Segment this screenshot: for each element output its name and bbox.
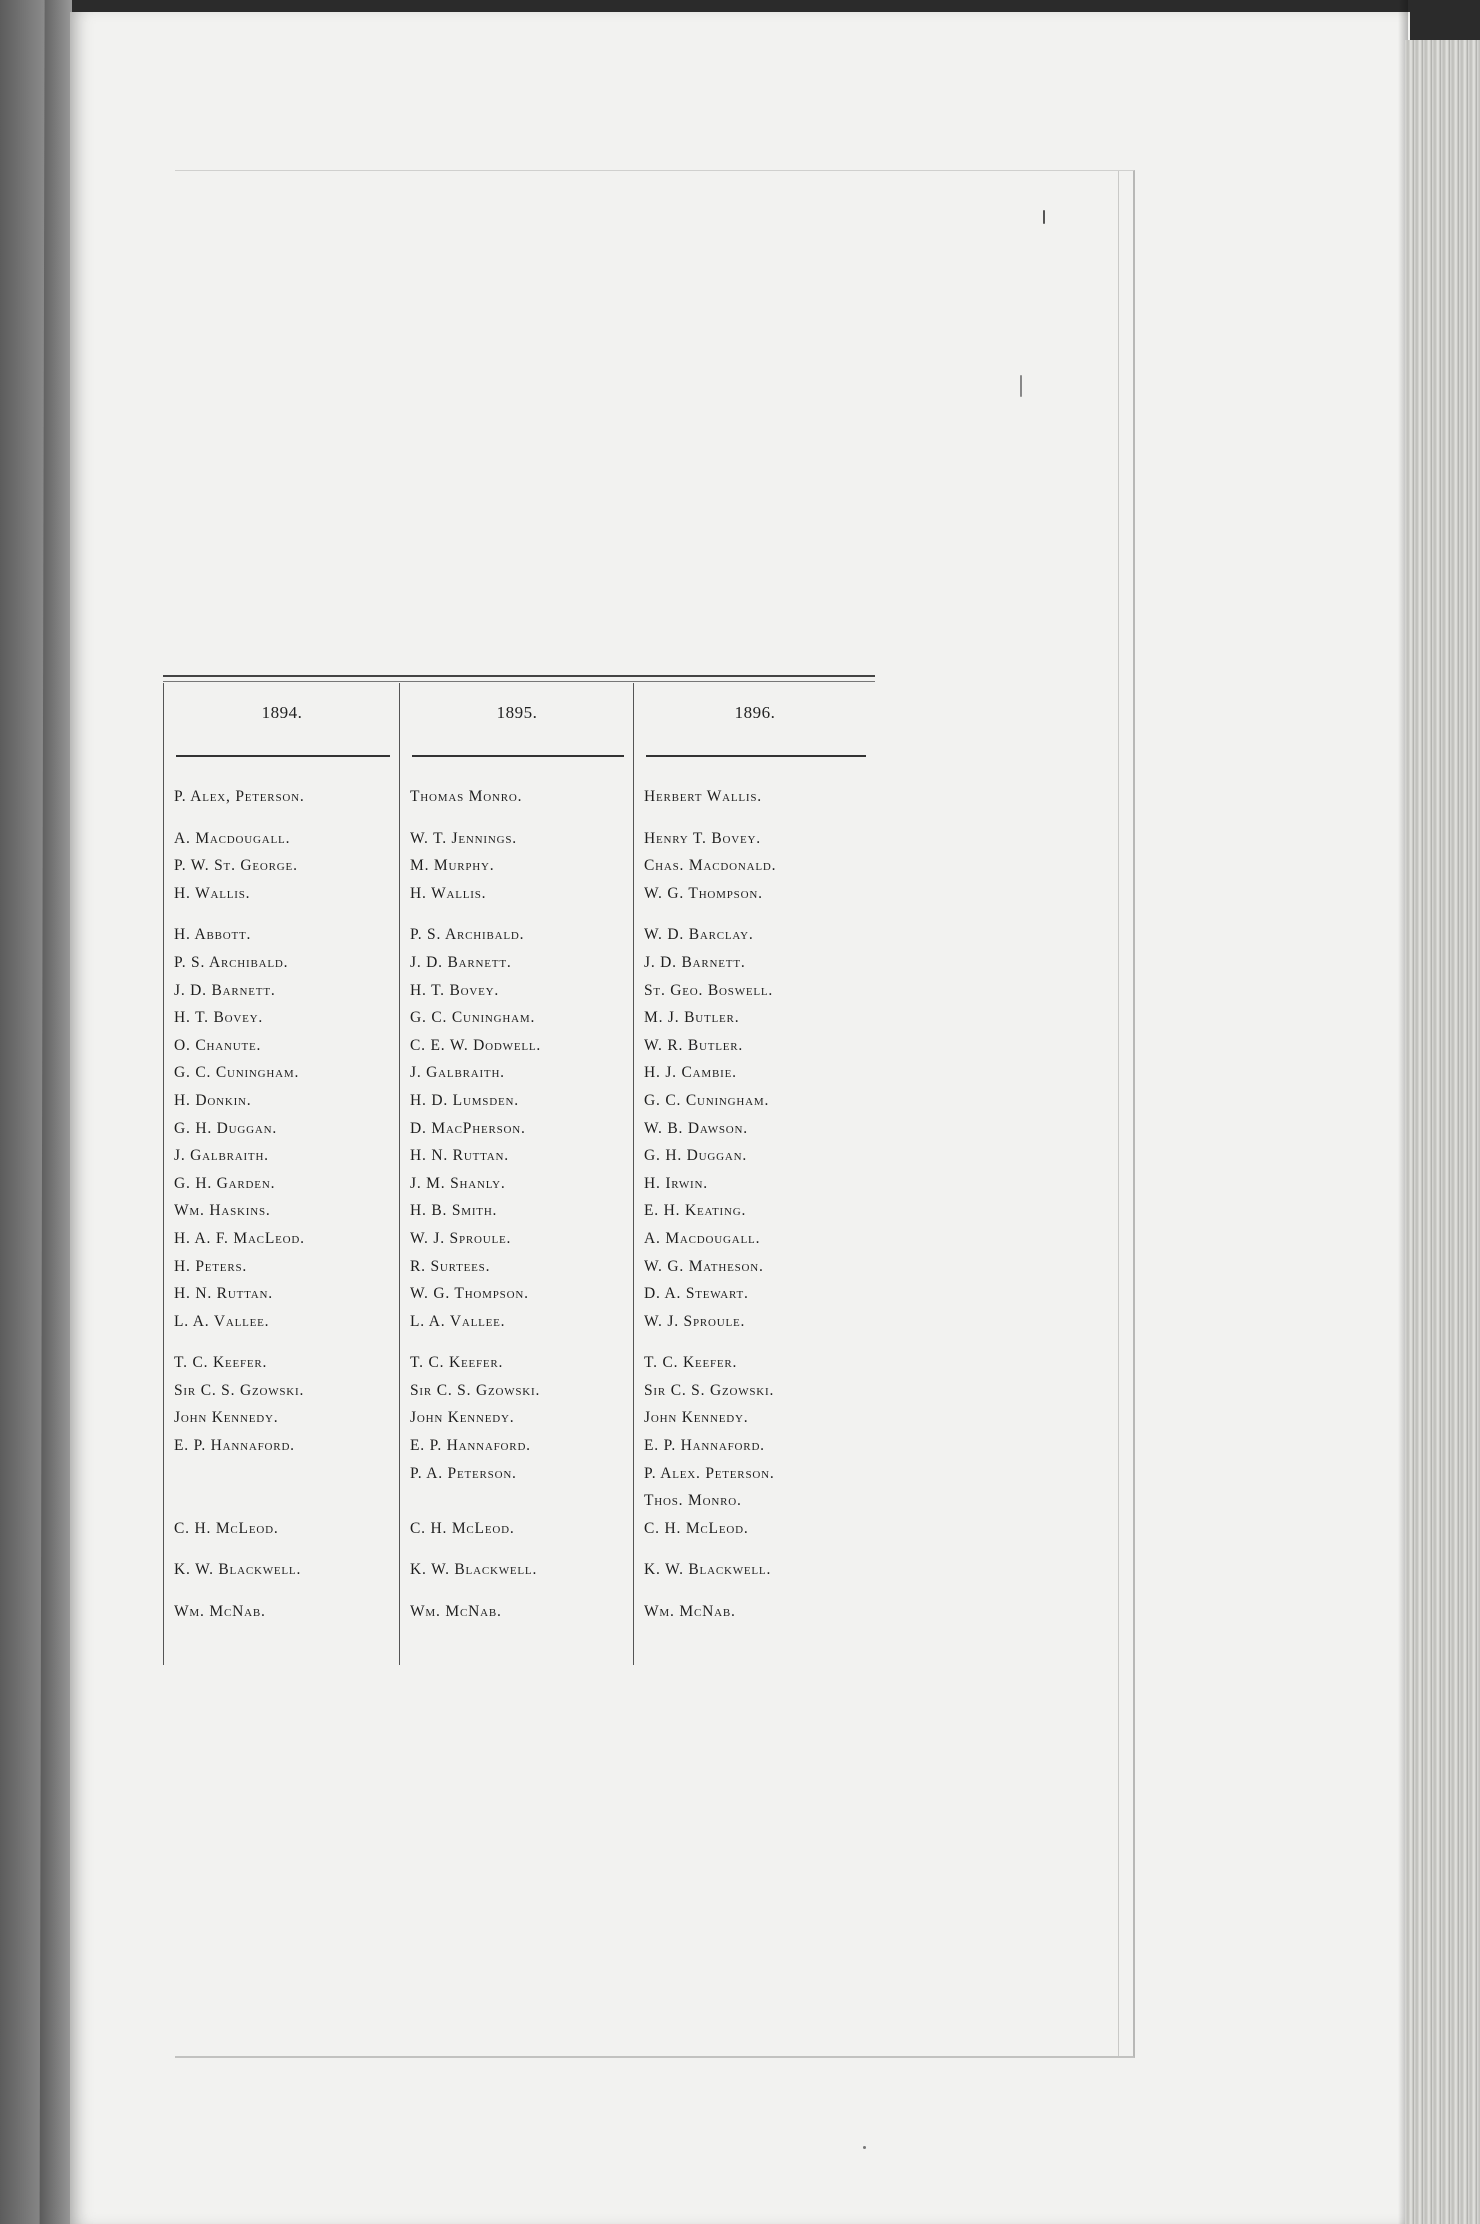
officer-name: H. Abbott. — [174, 926, 252, 944]
column-year-heading: 1896. — [734, 703, 776, 722]
table-top-rule — [163, 675, 875, 682]
group-gap — [174, 1335, 400, 1349]
officer-name: K. W. Blackwell. — [644, 1561, 772, 1579]
officer-name: K. W. Blackwell. — [174, 1561, 302, 1579]
names-list — [644, 783, 876, 1626]
officer-name: H. D. Lumsden. — [410, 1091, 519, 1109]
officer-name: W. J. Sproule. — [410, 1229, 512, 1247]
book-page-edges — [1405, 40, 1480, 2224]
officer-name: J. D. Barnett. — [174, 981, 276, 999]
officer-name: L. A. Vallee. — [174, 1312, 270, 1330]
officer-name: Wm. Haskins. — [174, 1202, 271, 1220]
blank-row — [174, 1460, 400, 1488]
officer-name: Wm. McNab. — [644, 1603, 736, 1621]
officer-name: J. Galbraith. — [174, 1147, 269, 1165]
officer-name: C. H. McLeod. — [644, 1519, 749, 1537]
officer-name: W. B. Dawson. — [644, 1119, 748, 1137]
officer-name: D. MacPherson. — [410, 1119, 526, 1137]
officer-name: L. A. Vallee. — [410, 1312, 506, 1330]
group-gap — [174, 811, 400, 825]
officer-name: G. C. Cuningham. — [410, 1009, 536, 1027]
inset-inner-rule — [1118, 171, 1119, 2056]
officer-name: Thos. Monro. — [644, 1492, 742, 1510]
names-list — [174, 783, 400, 1626]
officer-name: W. D. Barclay. — [644, 926, 754, 944]
officer-name: T. C. Keefer. — [410, 1354, 504, 1372]
officer-name: W. G. Matheson. — [644, 1257, 764, 1275]
heading-rule — [176, 755, 390, 757]
column-year-heading: 1894. — [261, 703, 303, 722]
officer-name: Henry T. Bovey. — [644, 829, 761, 847]
officer-name: H. Irwin. — [644, 1174, 708, 1192]
specks — [863, 2146, 866, 2149]
officer-name: G. C. Cuningham. — [644, 1091, 770, 1109]
group-gap — [644, 1584, 876, 1598]
officer-name: P. S. Archibald. — [174, 953, 289, 971]
officer-name: St. Geo. Boswell. — [644, 981, 774, 999]
group-gap — [644, 1542, 876, 1556]
officer-name: E. P. Hannaford. — [174, 1437, 295, 1455]
officer-name: Thomas Monro. — [410, 788, 523, 805]
officer-name: T. C. Keefer. — [644, 1354, 738, 1372]
column-1896 — [633, 683, 876, 1665]
officer-name: E. H. Keating. — [644, 1202, 747, 1220]
officer-name: M. Murphy. — [410, 857, 495, 875]
officer-name: H. Donkin. — [174, 1091, 252, 1109]
column-1895 — [399, 683, 634, 1665]
group-gap — [410, 1542, 634, 1556]
column-year-heading: 1895. — [496, 703, 538, 722]
officer-name: John Kennedy. — [410, 1409, 515, 1427]
group-gap — [644, 1335, 876, 1349]
column-1894 — [163, 683, 400, 1665]
group-gap — [174, 1542, 400, 1556]
blank-row — [174, 1487, 400, 1515]
officer-name: Wm. McNab. — [174, 1603, 266, 1621]
officer-name: D. A. Stewart. — [644, 1285, 749, 1303]
group-gap — [410, 811, 634, 825]
group-gap — [410, 1584, 634, 1598]
officer-name: Sir C. S. Gzowski. — [410, 1381, 541, 1399]
officer-name: H. Wallis. — [410, 884, 487, 902]
officer-name: W. J. Sproule. — [644, 1312, 746, 1330]
officer-name: H. Peters. — [174, 1257, 248, 1275]
group-gap — [174, 1584, 400, 1598]
officer-name: H. B. Smith. — [410, 1202, 498, 1220]
officer-name: J. D. Barnett. — [644, 953, 746, 971]
officer-name: P. W. St. George. — [174, 857, 298, 875]
officer-name: H. T. Bovey. — [174, 1009, 264, 1027]
officer-name: P. S. Archibald. — [410, 926, 525, 944]
officer-name: R. Surtees. — [410, 1257, 491, 1275]
officer-name: J. M. Shanly. — [410, 1174, 506, 1192]
officer-name: M. J. Butler. — [644, 1009, 740, 1027]
officer-name: John Kennedy. — [174, 1409, 279, 1427]
group-gap — [174, 907, 400, 921]
officer-name: C. E. W. Dodwell. — [410, 1036, 542, 1054]
heading-rule — [646, 755, 866, 757]
officer-name: E. P. Hannaford. — [644, 1437, 765, 1455]
officer-name: P. Alex, Peterson. — [174, 788, 305, 805]
officer-name: H. N. Ruttan. — [410, 1147, 509, 1165]
officer-name: Wm. McNab. — [410, 1603, 502, 1621]
officer-name: Herbert Wallis. — [644, 788, 762, 805]
officer-name: W. G. Thompson. — [644, 884, 763, 902]
officer-name: Sir C. S. Gzowski. — [644, 1381, 775, 1399]
officer-name: John Kennedy. — [644, 1409, 749, 1427]
officer-name: O. Chanute. — [174, 1036, 262, 1054]
group-gap — [410, 907, 634, 921]
officer-name: G. H. Duggan. — [644, 1147, 748, 1165]
officer-name: E. P. Hannaford. — [410, 1437, 531, 1455]
officer-name: A. Macdougall. — [174, 829, 291, 847]
officer-name: H. Wallis. — [174, 884, 251, 902]
officer-name: W. T. Jennings. — [410, 829, 517, 847]
group-gap — [410, 1335, 634, 1349]
officer-name: W. R. Butler. — [644, 1036, 744, 1054]
officer-name: H. N. Ruttan. — [174, 1285, 273, 1303]
officer-name: P. Alex. Peterson. — [644, 1464, 775, 1482]
officer-name: H. J. Cambie. — [644, 1064, 737, 1082]
officer-name: G. C. Cuningham. — [174, 1064, 300, 1082]
specks — [1043, 210, 1045, 224]
officer-name: G. H. Garden. — [174, 1174, 276, 1192]
group-gap — [644, 907, 876, 921]
officer-name: W. G. Thompson. — [410, 1285, 529, 1303]
officers-table — [163, 675, 875, 1665]
officer-name: T. C. Keefer. — [174, 1354, 268, 1372]
heading-rule — [412, 755, 624, 757]
officer-name: H. A. F. MacLeod. — [174, 1229, 305, 1247]
group-gap — [644, 811, 876, 825]
names-list — [410, 783, 634, 1626]
officer-name: K. W. Blackwell. — [410, 1561, 538, 1579]
officer-name: C. H. McLeod. — [174, 1519, 279, 1537]
officer-name: J. Galbraith. — [410, 1064, 505, 1082]
officer-name: G. H. Duggan. — [174, 1119, 278, 1137]
blank-row — [410, 1487, 634, 1515]
officer-name: H. T. Bovey. — [410, 981, 500, 999]
officer-name: A. Macdougall. — [644, 1229, 761, 1247]
officer-name: Chas. Macdonald. — [644, 857, 777, 875]
officer-name: P. A. Peterson. — [410, 1464, 517, 1482]
specks — [1020, 375, 1022, 397]
officer-name: Sir C. S. Gzowski. — [174, 1381, 305, 1399]
officer-name: J. D. Barnett. — [410, 953, 512, 971]
officer-name: C. H. McLeod. — [410, 1519, 515, 1537]
